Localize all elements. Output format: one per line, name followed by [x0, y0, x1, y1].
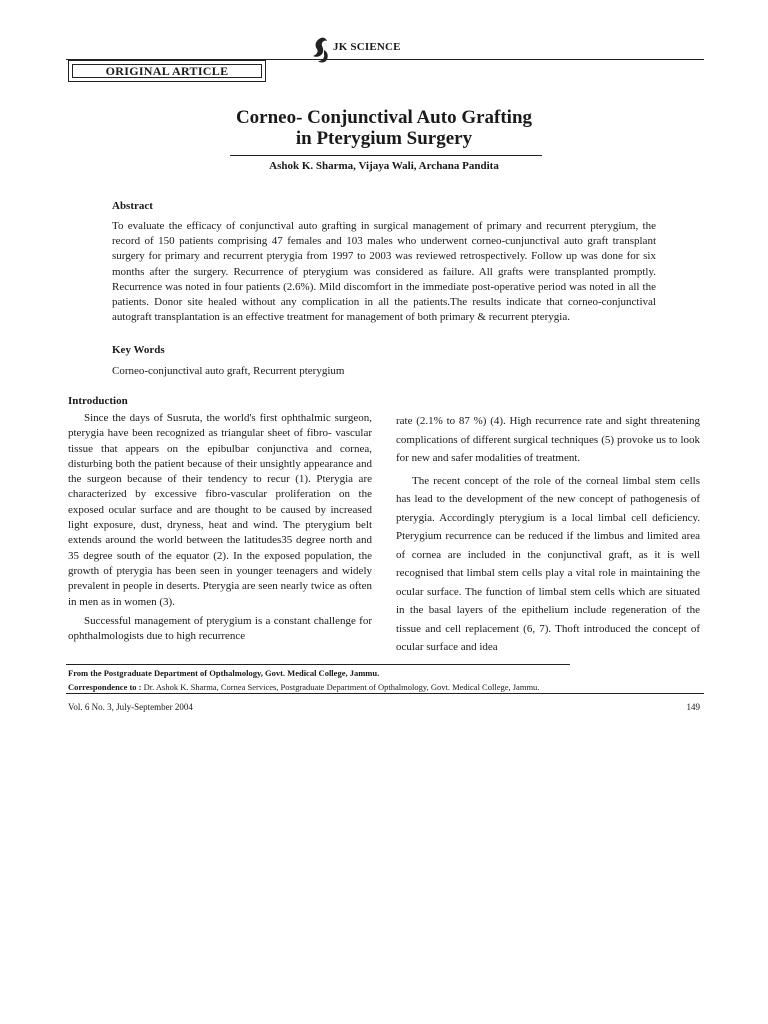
abstract-heading: Abstract: [112, 200, 153, 212]
footer-rule: [66, 693, 704, 694]
title-line-1: Corneo- Conjunctival Auto Grafting: [235, 107, 533, 128]
keywords-heading: Key Words: [112, 344, 165, 356]
paragraph: The recent concept of the role of the corneal limbal stem cells has lead to the development of the new concept of pathogenesis of pterygia. Accordingly pterygium is a local limbal cell deficiency. Pterygium recurrence can be reduced if the limbus and limited area of cornea are included in the conjunctival graft, as it is well recognised that limbal stem cells play a vital role in maintaining the ocular surface. The function of limbal stem cells which are situated in the basal layers of the epithelium include regeneration of the tissue and cell replacement (6, 7). Thoft introduced the concept of ocular surface and idea: [396, 474, 700, 653]
paragraph: rate (2.1% to 87 %) (4). High recurrence rate and sight threatening complications of different surgical techniques (5) provoke us to look for new and safer modalities of treatment.: [396, 415, 700, 464]
correspondence-label: Correspondence to :: [68, 682, 142, 692]
paragraph: Successful management of pterygium is a constant challenge for ophthalmologists due to high recurrence: [68, 614, 372, 643]
page-number: 149: [686, 702, 700, 712]
title-rule: [230, 155, 542, 156]
correspondence-footnote: [68, 682, 539, 692]
keywords-text: Corneo-conjunctival auto graft, Recurrent pterygium: [112, 365, 345, 377]
introduction-heading: Introduction: [68, 395, 128, 407]
left-column: [68, 411, 372, 644]
authors: Ashok K. Sharma, Vijaya Wali, Archana Pandita: [269, 160, 499, 172]
affiliation-footnote: From the Postgraduate Department of Opthalmology, Govt. Medical College, Jammu.: [68, 668, 380, 678]
page-title: [150, 107, 618, 149]
journal-name: JK SCIENCE: [333, 41, 401, 53]
right-column: [396, 412, 700, 657]
volume-info: Vol. 6 No. 3, July-September 2004: [68, 702, 193, 712]
article-type-box: [68, 60, 266, 82]
footnote-rule: [66, 664, 570, 665]
correspondence-text: Dr. Ashok K. Sharma, Cornea Services, Postgraduate Department of Opthalmology, Govt. Medical College, Jammu.: [141, 682, 540, 692]
paragraph: Since the days of Susruta, the world's first ophthalmic surgeon, pterygia have been recognized as triangular sheet of fibro- vascular tissue that appears on the epibulbar conjunctiva and cornea, disturbing both the patient because of their unsightly appearance and the surgeon because of their tendency to recur (1). Pterygia are characterized by excessive fibro-vascular proliferation on the exposed ocular surface and are thought to be caused by increased light exposure, dust, dryness, heat and wind. The pterygium belt extends around the world between the latitudes35 degree north and 35 degree south of the equator (2). In the exposed population, the growth of pterygia has been seen in younger teenagers and widely prevalent in people in deserts. Pterygia are seen nearly twice as often in men as in women (3).: [68, 412, 372, 608]
abstract-text: To evaluate the efficacy of conjunctival auto grafting in surgical management of primary and recurrent pterygium, the record of 150 patients comprising 47 females and 103 males who underwent corneo-cunjunctival auto graft transplant surgery for primary and recurrent pterygia from 1997 to 2003 was reviewed retrospectively. Follow up was done for six months after the surgery. Recurrence of pterygium was considered as failure. All grafts were transplanted promptly. Recurrence was noted in four patients (2.6%). Mild discomfort in the immediate post-operative period was noted in all the patients. Donor site healed without any complication in all the patients.The results indicate that corneo-conjunctival autograft transplantation is an effective treatment for management of both primary & recurrent pterygia.: [112, 220, 656, 324]
article-type-label: ORIGINAL ARTICLE: [105, 64, 229, 78]
title-line-2: in Pterygium Surgery: [295, 128, 473, 149]
journal-header: [300, 36, 480, 66]
